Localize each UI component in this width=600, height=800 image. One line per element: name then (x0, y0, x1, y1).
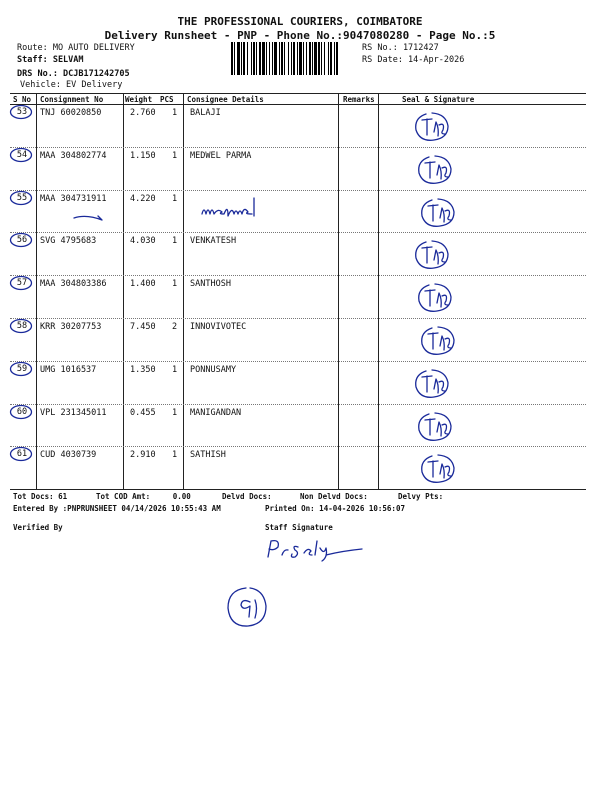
col-remarks: Remarks (343, 95, 375, 104)
serial-circle-mark (9, 232, 33, 248)
consignee-name: MEDWEL PARMA (190, 150, 252, 161)
consignment-number: MAA 304803386 (40, 279, 107, 290)
consignee-name: SANTHOSH (190, 279, 231, 290)
rs-date: RS Date: 14-Apr-2026 (362, 55, 465, 65)
row-separator (10, 361, 586, 362)
serial-circle-mark (9, 275, 33, 291)
col-consignee: Consignee Details (187, 95, 264, 104)
seal-signature-mark (418, 322, 458, 360)
pcs-value: 1 (172, 193, 178, 204)
row-separator (10, 190, 586, 191)
serial-circle-mark (9, 404, 33, 420)
consignment-number: TNJ 60020850 (40, 108, 102, 118)
staff-label: Staff: SELVAM (17, 55, 84, 65)
consignment-number: CUD 4030739 (40, 450, 97, 461)
row-separator (10, 446, 586, 447)
pcs-value: 1 (172, 407, 178, 418)
serial-circle-mark (9, 147, 33, 163)
entered-by: Entered By :PNPRUNSHEET 04/14/2026 10:55:43 AM (13, 504, 221, 513)
weight-value: 4.030 (130, 236, 156, 247)
col-sno: S No (13, 95, 32, 104)
col-pcs: PCS (160, 95, 174, 104)
handwritten-consignee-note (198, 194, 278, 222)
col-seal: Seal & Signature (402, 95, 475, 104)
pcs-value: 1 (172, 108, 178, 118)
consignee-name: BALAJI (190, 108, 221, 118)
weight-value: 1.350 (130, 364, 156, 375)
printed-on: Printed On: 14-04-2026 10:56:07 (265, 504, 405, 513)
row-separator (10, 318, 586, 319)
staff-signature-mark (262, 535, 372, 565)
barcode-icon (230, 42, 358, 75)
seal-signature-mark (415, 408, 455, 446)
staff-signature-label: Staff Signature (265, 523, 333, 532)
total-cod: Tot COD Amt: 0.00 (96, 492, 191, 501)
delivery-points: Delvy Pts: (398, 492, 444, 501)
serial-number: 53 (16, 107, 28, 117)
col-weight: Weight (125, 95, 153, 104)
row-separator (10, 232, 586, 233)
serial-circle-mark (9, 446, 33, 462)
consignment-number: UMG 1016537 (40, 364, 97, 375)
weight-value: 2.910 (130, 450, 156, 461)
pcs-value: 1 (172, 450, 178, 461)
serial-number: 58 (16, 321, 28, 331)
seal-signature-mark (412, 365, 452, 403)
serial-circle-mark (9, 361, 33, 377)
pcs-value: 1 (172, 150, 178, 161)
row-separator (10, 404, 586, 405)
serial-number: 61 (16, 449, 28, 460)
total-docs: Tot Docs: 61 (13, 492, 68, 501)
vehicle-label: Vehicle: EV Delivery (20, 80, 123, 90)
consignee-name: PONNUSAMY (190, 364, 237, 375)
circled-number-mark (222, 584, 272, 632)
non-delivered-docs: Non Delvd Docs: (300, 492, 368, 501)
consignment-number: MAA 304802774 (40, 150, 107, 161)
rs-number: RS No.: 1712427 (362, 43, 439, 53)
consignee-name: MANIGANDAN (190, 407, 242, 418)
seal-signature-mark (412, 108, 452, 146)
runsheet-subtitle: Delivery Runsheet - PNP - Phone No.:9047080280 - Page No.:5 (104, 29, 496, 42)
serial-circle-mark (9, 104, 33, 120)
seal-signature-mark (418, 194, 458, 232)
row-separator (10, 275, 586, 276)
consignment-number: MAA 304731911 (40, 193, 107, 204)
consignee-name: INNOVIVOTEC (190, 322, 247, 332)
delivered-docs: Delvd Docs: (222, 492, 272, 501)
weight-value: 4.220 (130, 193, 156, 204)
serial-circle-mark (9, 318, 33, 334)
weight-value: 2.760 (130, 108, 156, 118)
pen-stroke-mark (72, 212, 112, 226)
seal-signature-mark (415, 279, 455, 317)
weight-value: 1.400 (130, 279, 156, 290)
consignment-number: SVG 4795683 (40, 236, 97, 247)
pcs-value: 1 (172, 279, 178, 290)
serial-number: 55 (16, 192, 28, 203)
route-label: Route: MO AUTO DELIVERY (17, 43, 135, 53)
serial-number: 54 (16, 149, 28, 160)
company-name: THE PROFESSIONAL COURIERS, COIMBATORE (177, 15, 423, 28)
serial-number: 59 (16, 363, 28, 374)
pcs-value: 2 (172, 322, 178, 332)
drs-number: DRS No.: DCJB171242705 (17, 69, 130, 79)
consignment-number: KRR 30207753 (40, 322, 102, 332)
pcs-value: 1 (172, 236, 178, 247)
serial-number: 56 (16, 235, 28, 246)
serial-number: 60 (16, 406, 28, 417)
consignee-name: VENKATESH (190, 236, 237, 247)
weight-value: 1.150 (130, 150, 156, 161)
weight-value: 0.455 (130, 407, 156, 418)
consignment-number: VPL 231345011 (40, 407, 107, 418)
serial-number: 57 (16, 278, 28, 289)
seal-signature-mark (412, 236, 452, 274)
seal-signature-mark (415, 151, 455, 189)
serial-circle-mark (9, 190, 33, 206)
col-consignment: Consignment No (40, 95, 104, 104)
seal-signature-mark (418, 450, 458, 488)
verified-by: Verified By (13, 523, 63, 532)
consignee-name: SATHISH (190, 450, 226, 461)
pcs-value: 1 (172, 364, 178, 375)
weight-value: 7.450 (130, 322, 156, 332)
row-separator (10, 147, 586, 148)
